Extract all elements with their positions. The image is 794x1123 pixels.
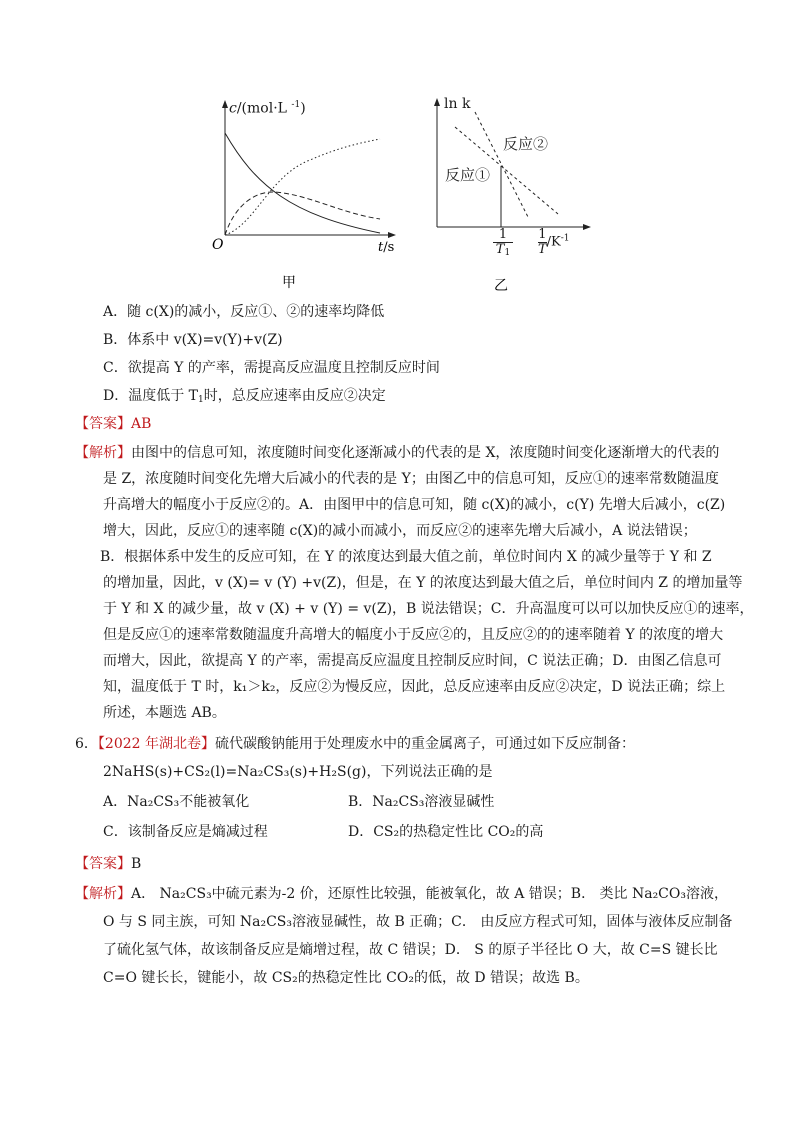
- q5-answer: 【答案】AB: [75, 416, 152, 432]
- jia-x-arrow: [388, 232, 396, 238]
- q5-analysis-7: 但是反应①的速率常数随温度升高增大的幅度小于反应②的，且反应②的的速率随着 Y 的浓度的增大: [103, 627, 724, 643]
- curve-y: [225, 192, 380, 235]
- jia-y-arrow: [222, 100, 228, 108]
- q6-analysis-1: O 与 S 同主族，可知 Na₂CS₃溶液显碱性，故 B 正确；C． 由反应方程式可知，固体与液体反应制备: [103, 914, 733, 930]
- yi-ylabel: ln k: [444, 96, 471, 112]
- q5-analysis-1: 是 Z，浓度随时间变化先增大后减小的代表的是 Y；由图乙中的信息可知，反应①的速率常数随温度: [103, 471, 719, 487]
- yi-label-r1: 反应①: [445, 166, 491, 184]
- figure-yi: [425, 92, 605, 297]
- q6-analysis-3: C=O 键长长，键能小，故 CS₂的热稳定性比 CO₂的低，故 D 错误；故选 B。: [103, 970, 589, 986]
- q5-analysis-10: 所述，本题选 AB。: [103, 705, 226, 721]
- q5-analysis-4: B．根据体系中发生的反应可知，在 Y 的浓度达到最大值之前，单位时间内 X 的减少量等于 Y 和 Z: [100, 549, 712, 565]
- figure-jia: [200, 95, 400, 295]
- q5-option-a: A．随 c(X)的减小，反应①、②的速率均降低: [103, 304, 385, 320]
- yi-xlabel: $\frac{1}{T}$ $/K^{-1}$: [538, 227, 570, 257]
- q5-analysis-9: 知，温度低于 T 时，k₁＞k₂，反应②为慢反应，因此，总反应速率由反应②决定，D 说法正确；综上: [103, 679, 726, 695]
- q5-analysis-2: 升高增大的幅度小于反应②的。A．由图甲中的信息可知，随 c(X)的减小，c(Y) 先增大后减小，c(Z): [103, 497, 726, 513]
- q6-equation: 2NaHS(s)+CS₂(l)=Na₂CS₃(s)+H₂S(g)，下列说法正确的是: [103, 764, 493, 780]
- q6-option-d: D．CS₂的热稳定性比 CO₂的高: [348, 824, 544, 840]
- jia-ylabel-text: c/(mol·L $^{-1}$): [229, 100, 306, 117]
- jia-origin: O: [212, 237, 224, 253]
- q5-option-b: B．体系中 v(X)=v(Y)+v(Z): [103, 332, 283, 348]
- q5-analysis-6: 于 Y 和 X 的减少量，故 v (X) + v (Y) = v(Z)，B 说法错误；C．升高温度可以可以加快反应①的速率，: [103, 601, 754, 617]
- jia-caption: 甲: [282, 275, 296, 291]
- jia-ylabel-close: ): [300, 100, 306, 117]
- q5-analysis-5: 的增加量，因此，v (X)= v (Y) +v(Z)，但是，在 Y 的浓度达到最大值之后，单位时间内 Z 的增加量等: [103, 575, 743, 591]
- yi-tick-t1: 1 $T_1$: [493, 228, 513, 260]
- q5-option-c: C．欲提高 Y 的产率，需提高反应温度且控制反应时间: [103, 360, 440, 376]
- q5-analysis-0: 【解析】由图中的信息可知，浓度随时间变化逐渐减小的代表的是 X，浓度随时间变化逐渐增大的代表的: [75, 445, 720, 461]
- q6-stem: 6．【2022 年湖北卷】硫代碳酸钠能用于处理废水中的重金属离子，可通过如下反应制备：: [75, 736, 636, 752]
- q5-option-d: D．温度低于 $T_1$时，总反应速率由反应②决定: [103, 388, 386, 405]
- q6-option-b: B．Na₂CS₃溶液显碱性: [348, 794, 495, 810]
- q5-analysis-8: 而增大，因此，欲提高 Y 的产率，需提高反应温度且控制反应时间，C 说法正确；D．由图乙信息可: [103, 653, 722, 669]
- yi-caption: 乙: [494, 278, 508, 294]
- curve-z: [225, 139, 380, 235]
- yi-y-arrow: [434, 98, 440, 106]
- q6-answer: 【答案】B: [75, 856, 142, 872]
- yi-label-r2: 反应②: [503, 135, 549, 153]
- jia-ylabel-sup: -1: [291, 100, 301, 110]
- yi-x-arrow: [583, 224, 591, 230]
- jia-xlabel: t/s: [378, 240, 395, 255]
- q5-analysis-3: 增大，因此，反应①的速率随 c(X)的减小而减小，而反应②的速率先增大后减小，A 说法错误；: [103, 523, 697, 539]
- q6-analysis-0: 【解析】A． Na₂CS₃中硫元素为-2 价，还原性比较强，能被氧化，故 A 错误；B． 类比 Na₂CO₃溶液，: [75, 886, 728, 902]
- q6-option-a: A．Na₂CS₃不能被氧化: [103, 794, 250, 810]
- q6-option-c: C．该制备反应是熵减过程: [103, 824, 268, 840]
- q6-analysis-2: 了硫化氢气体，故该制备反应是熵增过程，故 C 错误；D． S 的原子半径比 O 大，故 C=S 键长比: [103, 942, 718, 958]
